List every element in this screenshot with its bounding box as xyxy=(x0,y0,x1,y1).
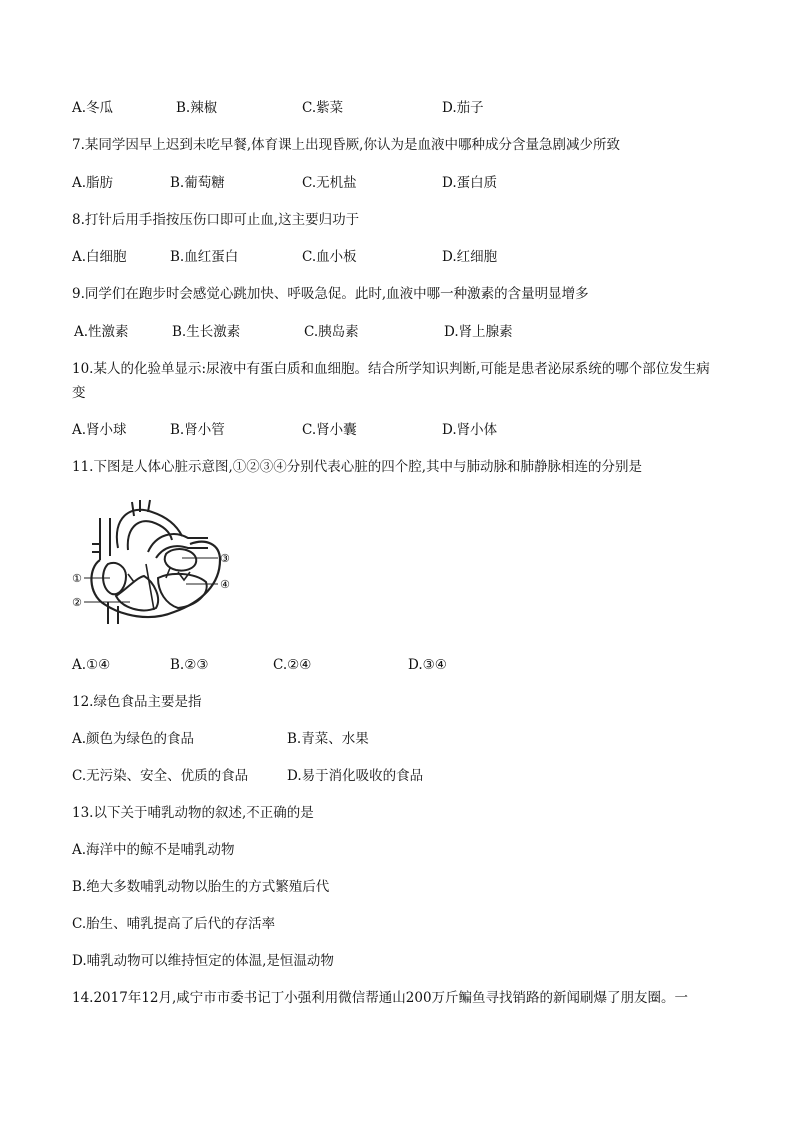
q13-option-c: C.胎生、哺乳提高了后代的存活率 xyxy=(72,916,276,932)
q7-stem: 7.某同学因早上迟到未吃早餐,体育课上出现昏厥,你认为是血液中哪种成分含量急剧减少所致 xyxy=(72,137,620,153)
q12-option-b: B.青菜、水果 xyxy=(287,731,369,747)
q12-option-a: A.颜色为绿色的食品 xyxy=(72,731,195,747)
q13-option-a: A.海洋中的鲸不是哺乳动物 xyxy=(72,842,235,858)
q11-option-a: A.①④ xyxy=(72,657,111,673)
q7-option-a: A.脂肪 xyxy=(72,175,114,191)
q13-option-d: D.哺乳动物可以维持恒定的体温,是恒温动物 xyxy=(72,953,334,969)
q11-stem: 11.下图是人体心脏示意图,①②③④分别代表心脏的四个腔,其中与肺动脉和肺静脉相连的分别是 xyxy=(72,459,643,475)
q7-option-c: C.无机盐 xyxy=(302,175,357,191)
q6-option-a: A.冬瓜 xyxy=(72,100,114,116)
q6-option-d: D.茄子 xyxy=(442,100,484,116)
q11-option-b: B.②③ xyxy=(170,657,209,673)
q10-option-b: B.肾小管 xyxy=(170,422,225,438)
q7-option-d: D.蛋白质 xyxy=(442,175,498,191)
q8-option-d: D.红细胞 xyxy=(442,249,498,265)
q11-option-c: C.②④ xyxy=(273,657,312,673)
q10-option-d: D.肾小体 xyxy=(442,422,498,438)
q11-option-d: D.③④ xyxy=(408,657,447,673)
q7-option-b: B.葡萄糖 xyxy=(170,175,225,191)
q13-option-b: B.绝大多数哺乳动物以胎生的方式繁殖后代 xyxy=(72,879,330,895)
q8-option-a: A.白细胞 xyxy=(72,249,127,265)
q10-stem: 10.某人的化验单显示:尿液中有蛋白质和血细胞。结合所学知识判断,可能是患者泌尿系统的哪个部位发生病变 xyxy=(72,361,710,401)
q9-option-d: D.肾上腺素 xyxy=(444,324,513,340)
heart-label-3: ③ xyxy=(220,552,230,565)
q8-option-b: B.血红蛋白 xyxy=(170,249,239,265)
heart-diagram xyxy=(70,498,240,628)
q10-option-a: A.肾小球 xyxy=(72,422,127,438)
q8-option-c: C.血小板 xyxy=(302,249,357,265)
q8-stem: 8.打针后用手指按压伤口即可止血,这主要归功于 xyxy=(72,212,360,228)
heart-label-2: ② xyxy=(72,596,82,609)
q12-option-c: C.无污染、安全、优质的食品 xyxy=(72,768,249,784)
q14-stem: 14.2017年12月,咸宁市市委书记丁小强利用微信帮通山200万斤鳊鱼寻找销路的新闻刷爆了朋友圈。一 xyxy=(72,990,689,1006)
q10-option-c: C.肾小囊 xyxy=(302,422,357,438)
q9-option-c: C.胰岛素 xyxy=(304,324,359,340)
q9-stem: 9.同学们在跑步时会感觉心跳加快、呼吸急促。此时,血液中哪一种激素的含量明显增多 xyxy=(72,286,589,302)
q12-stem: 12.绿色食品主要是指 xyxy=(72,694,202,710)
q9-option-a: A.性激素 xyxy=(74,324,129,340)
q9-option-b: B.生长激素 xyxy=(172,324,241,340)
q13-stem: 13.以下关于哺乳动物的叙述,不正确的是 xyxy=(72,805,314,821)
q12-option-d: D.易于消化吸收的食品 xyxy=(287,768,424,784)
heart-label-1: ① xyxy=(72,572,82,585)
q6-option-b: B.辣椒 xyxy=(176,100,218,116)
heart-label-4: ④ xyxy=(220,578,230,591)
q6-option-c: C.紫菜 xyxy=(302,100,344,116)
